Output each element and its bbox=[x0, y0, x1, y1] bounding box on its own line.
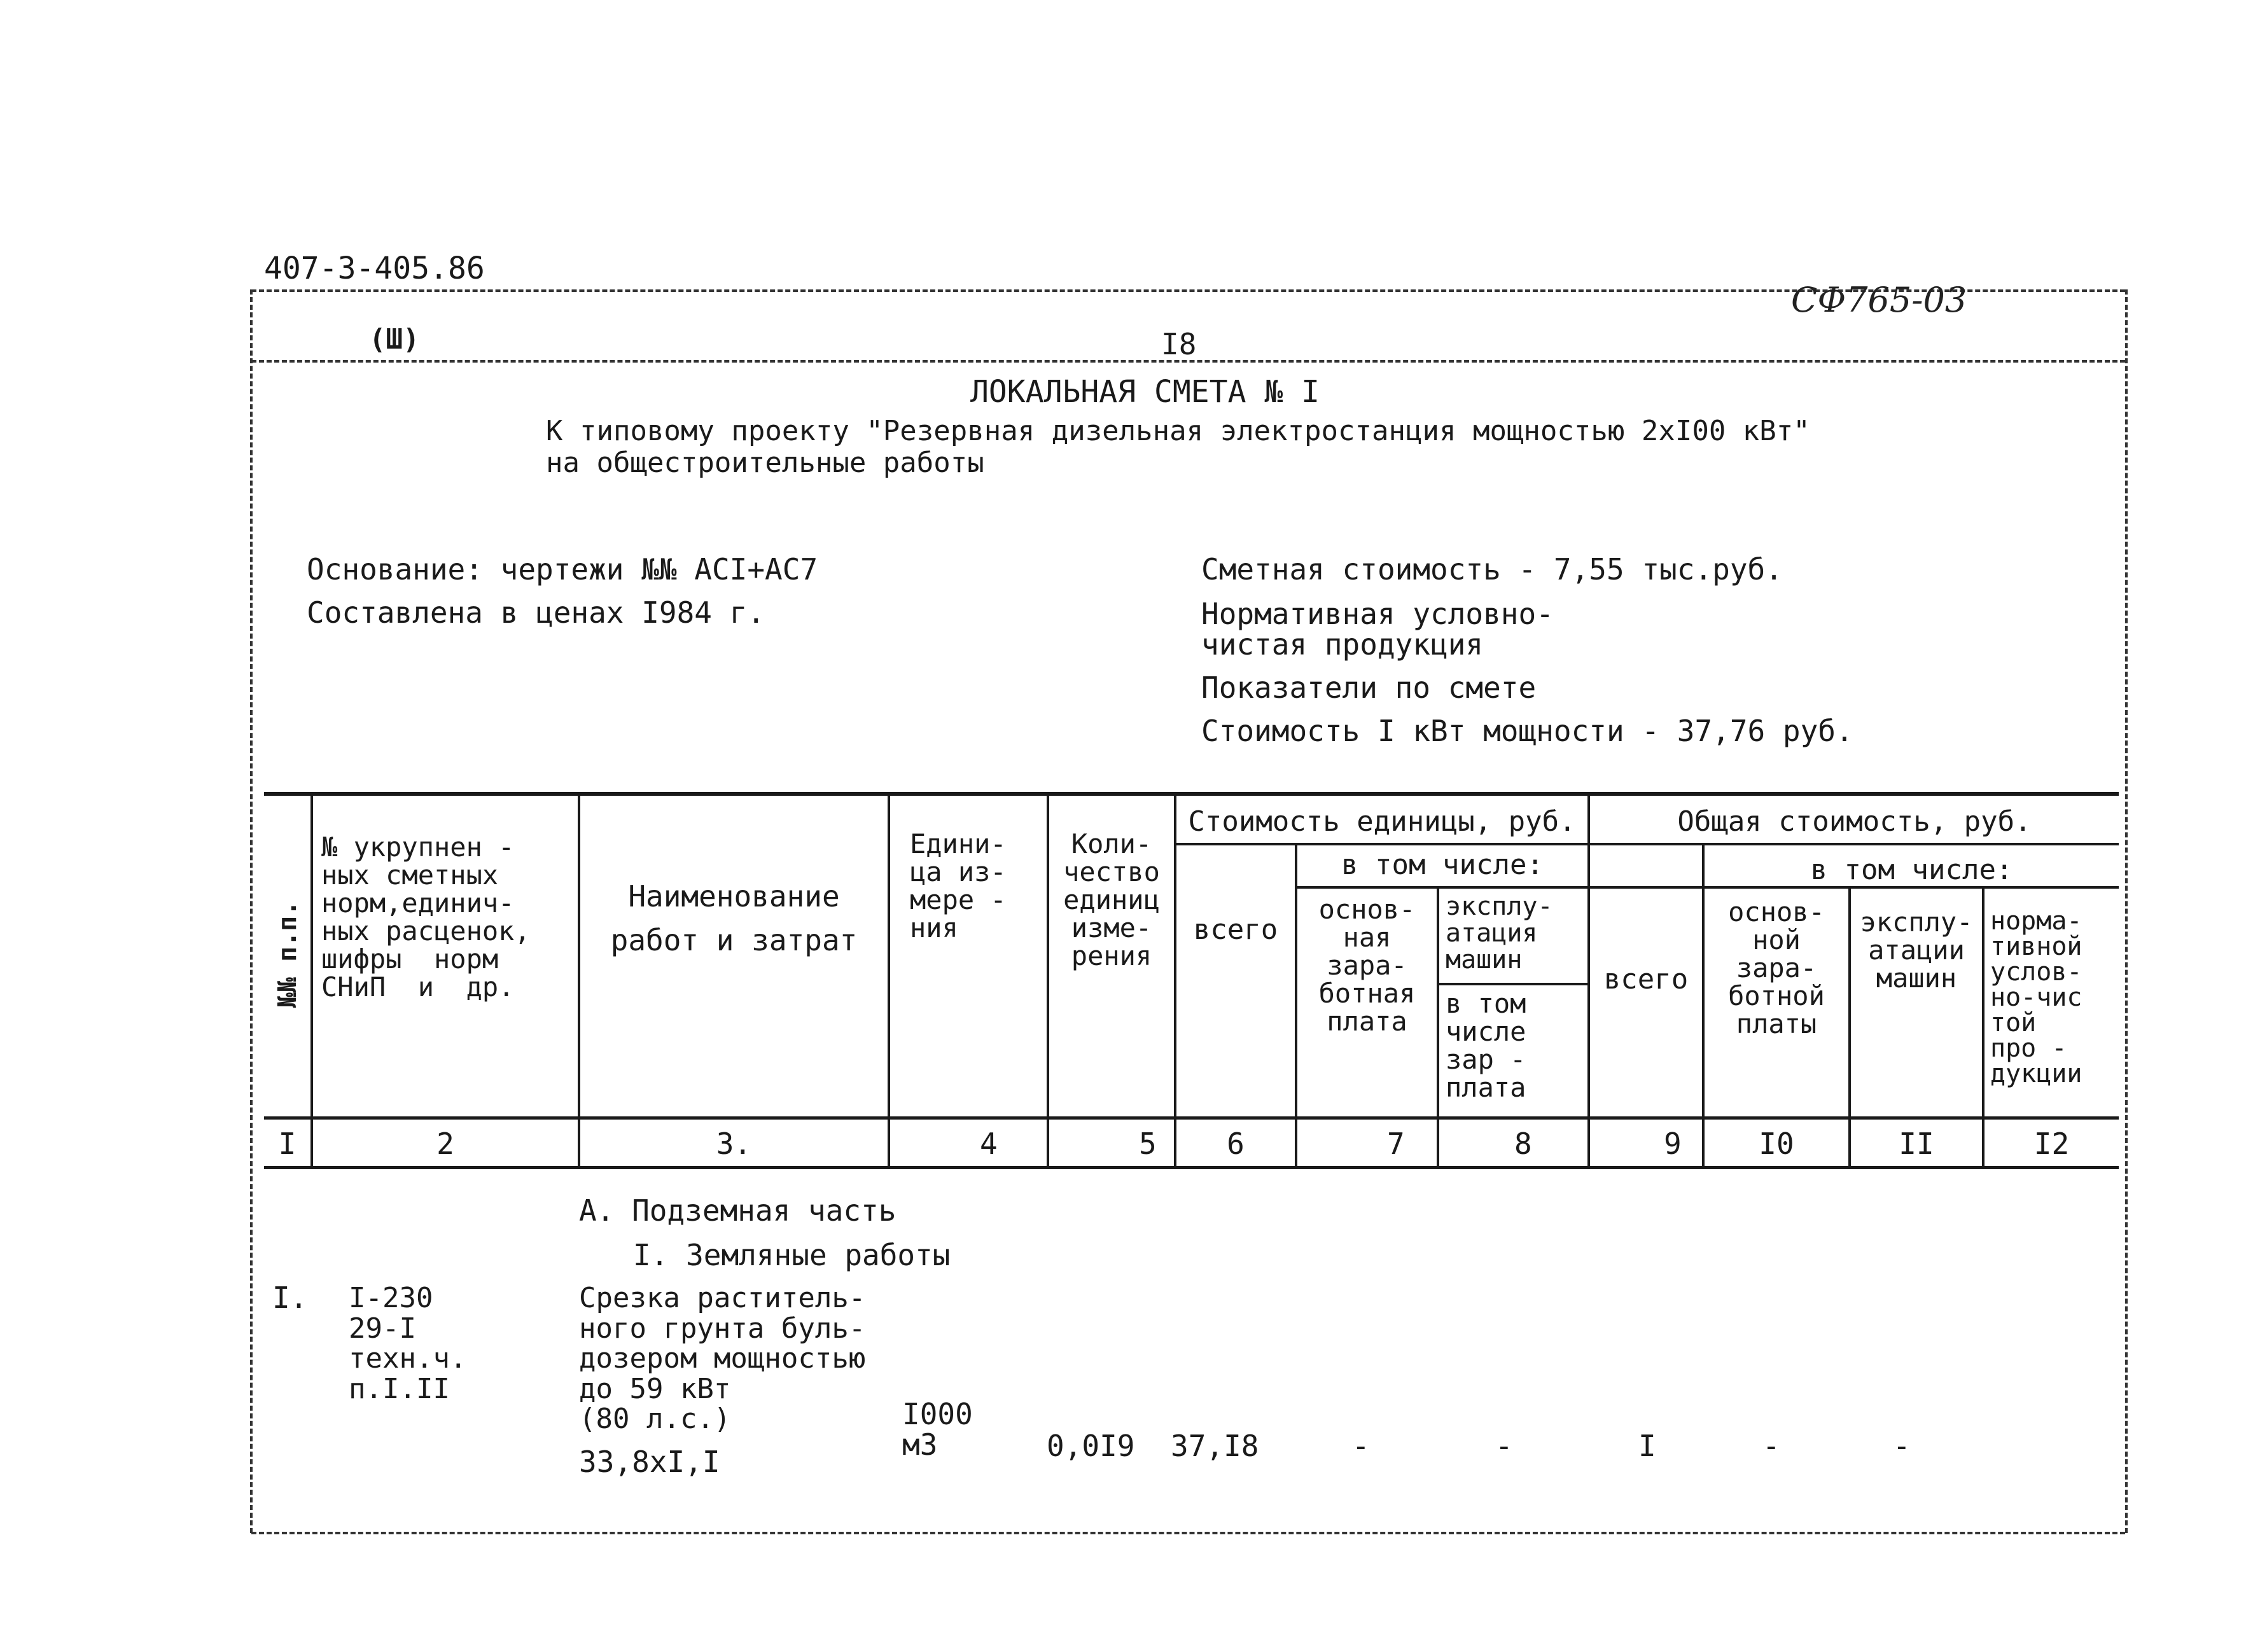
handwritten-code: СФ765-03 bbox=[1791, 280, 1967, 320]
frame-bottom-line bbox=[251, 1532, 2125, 1534]
numbers-bottom-rule bbox=[264, 1166, 2119, 1169]
col-number-12: I2 bbox=[2033, 1127, 2070, 1161]
row1-unit-total: 37,I8 bbox=[1171, 1429, 1259, 1463]
col-divider-3 bbox=[888, 794, 890, 1168]
col4-header: Едини- ца из- мере - ния bbox=[910, 828, 1007, 944]
total-normative-header: норма- тивной услов- но-чис той про - дукции bbox=[1990, 906, 2082, 1088]
row1-total-machine: - bbox=[1893, 1429, 1911, 1463]
col-number-10: I0 bbox=[1759, 1127, 1794, 1161]
indicators-text: Показатели по смете bbox=[1201, 670, 1537, 705]
frame-left-line bbox=[250, 289, 253, 1533]
row1-total: I bbox=[1638, 1429, 1656, 1463]
col-number-2: 2 bbox=[436, 1127, 454, 1161]
section-a-heading: А. Подземная часть bbox=[579, 1193, 896, 1228]
row1-code: I-230 29-I техн.ч. п.I.II bbox=[349, 1282, 467, 1405]
total-incl-header: в том числе: bbox=[1810, 854, 2013, 886]
total-cost-group-header: Общая стоимость, руб. bbox=[1677, 805, 2032, 838]
machine-split-rule bbox=[1438, 983, 1587, 985]
row1-unit-line-2: м3 bbox=[902, 1427, 938, 1462]
col-number-1: I bbox=[278, 1127, 296, 1161]
col-divider-2 bbox=[578, 794, 580, 1168]
col-number-9: 9 bbox=[1664, 1127, 1682, 1161]
unit-machine-header: эксплу- атация машин bbox=[1446, 892, 1553, 975]
table-top-rule bbox=[264, 792, 2119, 796]
document-code: 407-3-405.86 bbox=[264, 251, 485, 286]
subtitle-line-2: на общестроительные работы bbox=[546, 447, 984, 479]
col-divider-7 bbox=[1437, 887, 1439, 1168]
document-title: ЛОКАЛЬНАЯ СМЕТА № I bbox=[970, 374, 1320, 410]
page-number: I8 bbox=[1161, 327, 1197, 361]
frame-right-line bbox=[2125, 289, 2128, 1533]
col-number-4: 4 bbox=[980, 1127, 998, 1161]
unit-incl-header: в том числе: bbox=[1341, 849, 1544, 881]
col-divider-5 bbox=[1174, 794, 1176, 1168]
total-wage-header: основ- ной зара- ботной платы bbox=[1728, 896, 1825, 1040]
prices-text: Составлена в ценах I984 г. bbox=[307, 595, 765, 630]
unit-cost-group-header: Стоимость единицы, руб. bbox=[1188, 805, 1576, 838]
col-divider-1 bbox=[310, 794, 313, 1168]
roman-mark: (Ш) bbox=[369, 323, 420, 356]
group-subheader-rule bbox=[1174, 843, 2119, 845]
row1-number: I. bbox=[272, 1281, 308, 1315]
total-machine-header: эксплу- атации машин bbox=[1860, 906, 1973, 994]
subtitle-line-1: К типовому проекту "Резервная дизельная электростанция мощностью 2хI00 кВт" bbox=[546, 415, 1810, 447]
normative-product-line-1: Нормативная условно- bbox=[1201, 597, 1554, 631]
row1-total-wage: - bbox=[1762, 1429, 1780, 1463]
col5-header: Коли- чество единиц изме- рения bbox=[1063, 828, 1160, 972]
col1-header: №№ п.п. bbox=[273, 900, 302, 1008]
unit-wage-header: основ- ная зара- ботная плата bbox=[1318, 894, 1416, 1038]
estimated-cost-text: Сметная стоимость - 7,55 тыс.руб. bbox=[1201, 552, 1783, 587]
row1-unit-line-1: I000 bbox=[902, 1397, 973, 1431]
basis-text: Основание: чертежи №№ АСI+АС7 bbox=[307, 552, 818, 587]
cost-per-kw-text: Стоимость I кВт мощности - 37,76 руб. bbox=[1201, 714, 1853, 748]
col2-header: № укрупнен - ных сметных норм,единич- ных расценок, шифры норм СНиП и др. bbox=[321, 831, 531, 1003]
col-divider-11 bbox=[1982, 887, 1984, 1168]
row1-unit-machine: - bbox=[1495, 1429, 1513, 1463]
col-number-7: 7 bbox=[1387, 1127, 1405, 1161]
header-bottom-rule bbox=[264, 1116, 2119, 1120]
row1-formula: 33,8хI,I bbox=[579, 1445, 720, 1479]
normative-product-line-2: чистая продукция bbox=[1201, 627, 1484, 662]
incl-subheader-rule bbox=[1295, 886, 2119, 889]
col3-header: Наименование работ и затрат bbox=[610, 879, 858, 957]
col-number-11: II bbox=[1899, 1127, 1934, 1161]
row1-quantity: 0,0I9 bbox=[1047, 1429, 1135, 1463]
col-number-8: 8 bbox=[1514, 1127, 1532, 1161]
total-total-header: всего bbox=[1603, 963, 1689, 996]
row1-name: Срезка раститель- ного грунта буль- дозером мощностью до 59 кВт (80 л.с.) bbox=[579, 1282, 866, 1436]
col-number-6: 6 bbox=[1227, 1127, 1245, 1161]
section-1-heading: I. Земляные работы bbox=[633, 1238, 951, 1272]
unit-total-header: всего bbox=[1193, 913, 1278, 946]
row1-unit-wage: - bbox=[1352, 1429, 1370, 1463]
col-number-3: 3. bbox=[716, 1127, 752, 1161]
unit-machine-wage-header: в том числе зар - плата bbox=[1446, 988, 1526, 1104]
col-number-5: 5 bbox=[1139, 1127, 1157, 1161]
